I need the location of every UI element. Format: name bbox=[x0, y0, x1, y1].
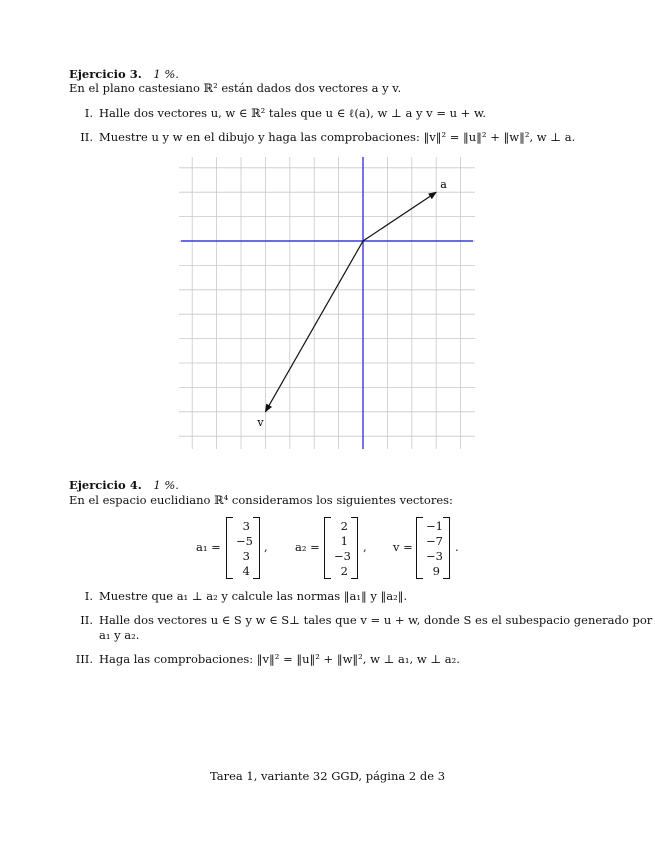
exercise-4-item-2-text-cont: a₁ y a₂. bbox=[99, 628, 140, 642]
vector-v-label: v bbox=[257, 415, 264, 429]
a1-entry-3: 3 bbox=[242, 549, 250, 563]
separator-comma-1: , bbox=[264, 540, 268, 554]
exercise-3-item-1-number: I. bbox=[84, 106, 93, 120]
separator-comma-2: , bbox=[363, 540, 367, 554]
exercise-4-item-3-text: Haga las comprobaciones: ‖v‖² = ‖u‖² + ‖w‖², w ⊥ a₁, w ⊥ a₂. bbox=[99, 652, 460, 666]
v-entry-3: −3 bbox=[426, 549, 443, 563]
exercise-4-percent: 1 %. bbox=[153, 478, 179, 492]
exercise-4-item-1-number: I. bbox=[84, 589, 93, 603]
v-entry-2: −7 bbox=[426, 534, 443, 548]
vector-a1-label: a₁ = bbox=[196, 540, 221, 554]
exercise-3-title: Ejercicio 3. bbox=[69, 67, 142, 81]
vector-v bbox=[416, 517, 450, 579]
vector-v-label-text: v = bbox=[393, 540, 413, 554]
vector-a2 bbox=[324, 517, 358, 579]
exercise-3-item-2-text: Muestre u y w en el dibujo y haga las comprobaciones: ‖v‖² = ‖u‖² + ‖w‖², w ⊥ a. bbox=[99, 130, 576, 144]
exercise-3-heading bbox=[69, 67, 179, 81]
exercise-4-item-2-text: Halle dos vectores u ∈ S y w ∈ S⊥ tales que v = u + w, donde S es el subespacio generado por bbox=[99, 613, 653, 627]
exercise-4-heading bbox=[69, 478, 179, 492]
exercise-4-item-2-number: II. bbox=[80, 613, 93, 627]
a2-entry-3: −3 bbox=[334, 549, 351, 563]
a1-entry-2: −5 bbox=[236, 534, 253, 548]
page-footer: Tarea 1, variante 32 GGD, página 2 de 3 bbox=[209, 769, 446, 783]
exercise-4-intro: En el espacio euclidiano ℝ⁴ consideramos los siguientes vectores: bbox=[69, 493, 453, 507]
end-period: . bbox=[455, 540, 459, 554]
vector-grid-figure bbox=[176, 154, 478, 452]
a1-entry-1: 3 bbox=[242, 519, 250, 533]
exercise-4-title: Ejercicio 4. bbox=[69, 478, 142, 492]
exercise-4-item-1-text: Muestre que a₁ ⊥ a₂ y calcule las normas ‖a₁‖ y ‖a₂‖. bbox=[99, 589, 408, 603]
a2-entry-1: 2 bbox=[340, 519, 348, 533]
exercise-3-item-2-number: II. bbox=[80, 130, 93, 144]
vector-a-label: a bbox=[440, 178, 447, 192]
a1-entry-4: 4 bbox=[242, 564, 250, 578]
vector-a1 bbox=[226, 517, 260, 579]
v-entry-1: −1 bbox=[426, 519, 443, 533]
a2-entry-4: 2 bbox=[340, 564, 348, 578]
a2-entry-2: 1 bbox=[340, 534, 348, 548]
exercise-3-intro: En el plano castesiano ℝ² están dados dos vectores a y v. bbox=[69, 81, 402, 95]
vector-a2-label: a₂ = bbox=[295, 540, 320, 554]
v-entry-4: 9 bbox=[432, 564, 440, 578]
exercise-4-item-3-number: III. bbox=[75, 652, 93, 666]
exercise-3-percent: 1 %. bbox=[153, 67, 179, 81]
exercise-3-item-1-text: Halle dos vectores u, w ∈ ℝ² tales que u ∈ ℓ(a), w ⊥ a y v = u + w. bbox=[99, 106, 487, 120]
